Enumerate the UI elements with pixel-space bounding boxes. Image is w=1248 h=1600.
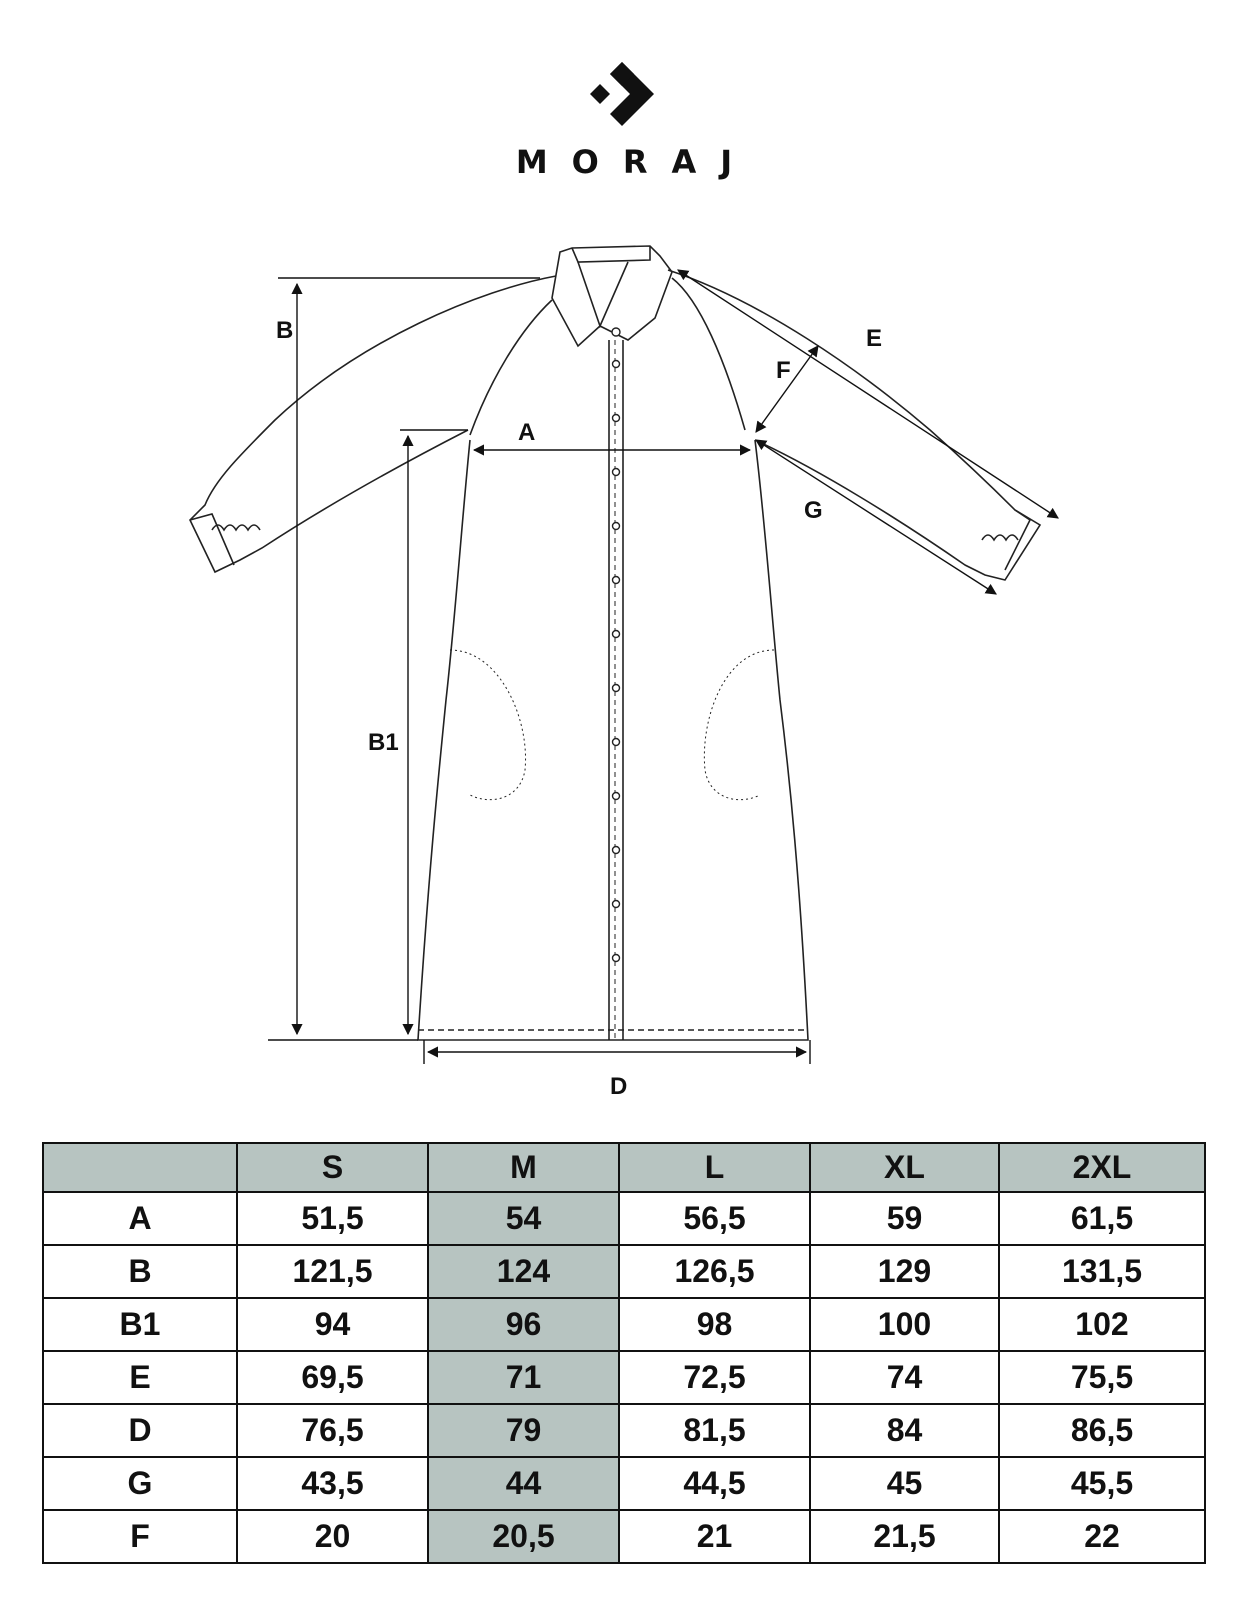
table-row <box>43 1457 1205 1510</box>
table-cell: 44,5 <box>619 1457 810 1510</box>
table-row <box>43 1192 1205 1245</box>
table-cell: 79 <box>428 1404 619 1457</box>
table-cell: 43,5 <box>237 1457 428 1510</box>
row-label: E <box>43 1351 237 1404</box>
table-cell: 76,5 <box>237 1404 428 1457</box>
table-row <box>43 1351 1205 1404</box>
table-cell: 71 <box>428 1351 619 1404</box>
label-D: D <box>610 1073 628 1100</box>
row-label: D <box>43 1404 237 1457</box>
table-cell: 131,5 <box>999 1245 1205 1298</box>
table-cell: 84 <box>810 1404 999 1457</box>
table-cell: 86,5 <box>999 1404 1205 1457</box>
table-cell: 22 <box>999 1510 1205 1563</box>
table-cell: 44 <box>428 1457 619 1510</box>
row-label: B1 <box>43 1298 237 1351</box>
table-cell: 98 <box>619 1298 810 1351</box>
table-cell: 61,5 <box>999 1192 1205 1245</box>
table-cell: 51,5 <box>237 1192 428 1245</box>
table-cell: 21,5 <box>810 1510 999 1563</box>
buttons <box>612 328 620 962</box>
column-header: M <box>428 1143 619 1192</box>
label-F: F <box>776 357 791 384</box>
table-cell: 45,5 <box>999 1457 1205 1510</box>
row-label: G <box>43 1457 237 1510</box>
table-cell: 129 <box>810 1245 999 1298</box>
label-E: E <box>866 325 883 352</box>
label-G: G <box>804 497 823 524</box>
size-table <box>42 1142 1206 1564</box>
table-cell: 75,5 <box>999 1351 1205 1404</box>
table-cell: 54 <box>428 1192 619 1245</box>
table-cell: 94 <box>237 1298 428 1351</box>
table-cell: 81,5 <box>619 1404 810 1457</box>
column-header: L <box>619 1143 810 1192</box>
table-cell: 100 <box>810 1298 999 1351</box>
table-cell: 20,5 <box>428 1510 619 1563</box>
label-B1: B1 <box>368 729 399 756</box>
column-header: 2XL <box>999 1143 1205 1192</box>
row-label: A <box>43 1192 237 1245</box>
table-cell: 21 <box>619 1510 810 1563</box>
table-cell: 102 <box>999 1298 1205 1351</box>
table-row <box>43 1245 1205 1298</box>
dimension-lines <box>268 270 1058 1064</box>
table-cell: 20 <box>237 1510 428 1563</box>
table-cell: 74 <box>810 1351 999 1404</box>
column-header <box>43 1143 237 1192</box>
label-A: A <box>518 419 536 446</box>
table-cell: 45 <box>810 1457 999 1510</box>
row-label: F <box>43 1510 237 1563</box>
table-cell: 126,5 <box>619 1245 810 1298</box>
table-cell: 59 <box>810 1192 999 1245</box>
table-cell: 72,5 <box>619 1351 810 1404</box>
table-row <box>43 1510 1205 1563</box>
table-row <box>43 1404 1205 1457</box>
table-cell: 69,5 <box>237 1351 428 1404</box>
table-cell: 56,5 <box>619 1192 810 1245</box>
table-cell: 96 <box>428 1298 619 1351</box>
row-label: B <box>43 1245 237 1298</box>
table-cell: 121,5 <box>237 1245 428 1298</box>
brand-name: MORAJ <box>515 143 757 181</box>
table-header-row <box>43 1143 1205 1192</box>
column-header: XL <box>810 1143 999 1192</box>
table-row <box>43 1298 1205 1351</box>
label-B: B <box>276 317 294 344</box>
column-header: S <box>237 1143 428 1192</box>
table-cell: 124 <box>428 1245 619 1298</box>
